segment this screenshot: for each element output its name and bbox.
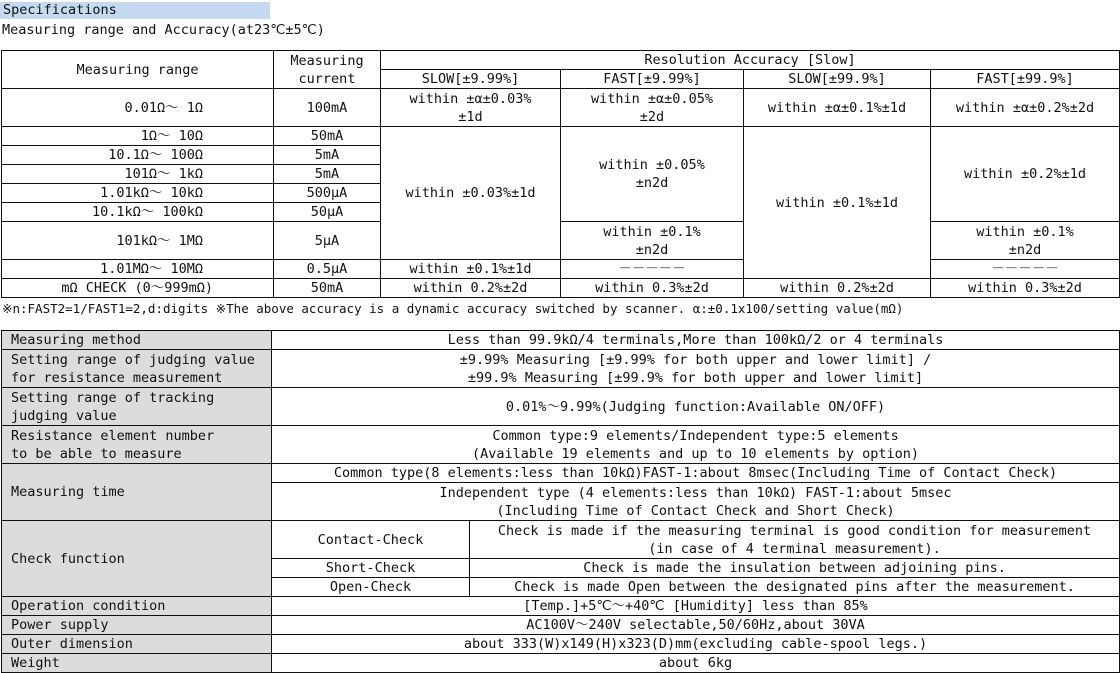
spec-value: Less than 99.9kΩ/4 terminals,More than 100kΩ/2 or 4 terminals (272, 331, 1120, 350)
col-header-group: Resolution Accuracy [Slow] (381, 51, 1120, 70)
accuracy-cell: within ±α±0.05% ±2d (561, 89, 744, 127)
accuracy-cell: within ±0.1%±1d (381, 260, 561, 279)
accuracy-cell: within ±α±0.1%±1d (744, 89, 931, 127)
current-cell: 50mA (274, 127, 381, 146)
current-cell: 50μA (274, 203, 381, 222)
spec-value: Common type:9 elements/Independent type:5 elements (Available 19 elements and up to 10 elements by option) (272, 426, 1120, 464)
accuracy-cell: within ±α±0.2%±2d (931, 89, 1120, 127)
check-name: Short-Check (272, 559, 470, 578)
spec-label: Setting range of judging value for resistance measurement (2, 350, 272, 388)
range-cell: mΩ CHECK (0～999mΩ) (2, 279, 274, 298)
accuracy-cell: －－－－－ (561, 260, 744, 279)
subcol-fast-9.99: FAST[±9.99%] (561, 70, 744, 89)
current-cell: 500μA (274, 184, 381, 203)
spec-value: Independent type (4 elements:less than 10kΩ) FAST-1:about 5msec (Including Time of Contact Check and Short Check) (272, 483, 1120, 521)
accuracy-cell: within 0.2%±2d (744, 279, 931, 298)
spec-value: [Temp.]+5℃～+40℃ [Humidity] less than 85% (272, 597, 1120, 616)
spec-label: Resistance element number to be able to measure (2, 426, 272, 464)
spec-label: Setting range of tracking judging value (2, 388, 272, 426)
range-cell: 10.1Ω～ 100Ω (2, 146, 274, 165)
subcol-slow-99.9: SLOW[±99.9%] (744, 70, 931, 89)
current-cell: 0.5μA (274, 260, 381, 279)
range-cell: 101kΩ～ 1MΩ (2, 222, 274, 260)
spec-label: Power supply (2, 616, 272, 635)
current-cell: 5mA (274, 146, 381, 165)
range-cell: 0.01Ω～ 1Ω (2, 89, 274, 127)
range-cell: 1Ω～ 10Ω (2, 127, 274, 146)
spec-value: Check is made if the measuring terminal is good condition for measurement (in case of 4 terminal measurement). (470, 521, 1120, 559)
subcol-fast-99.9: FAST[±99.9%] (931, 70, 1120, 89)
accuracy-cell: within ±0.1%±1d (744, 127, 931, 279)
spec-value: about 6kg (272, 654, 1120, 673)
range-cell: 10.1kΩ～ 100kΩ (2, 203, 274, 222)
current-cell: 50mA (274, 279, 381, 298)
spec-label: Check function (2, 521, 272, 597)
spec-table (1, 330, 1120, 673)
spec-value: AC100V～240V selectable,50/60Hz,about 30VA (272, 616, 1120, 635)
spec-label: Measuring method (2, 331, 272, 350)
spec-value: 0.01%～9.99%(Judging function:Available ON/OFF) (272, 388, 1120, 426)
footnote: ※n:FAST2=1/FAST1=2,d:digits ※The above accuracy is a dynamic accuracy switched by scanner. α:±0.1x100/setting value(mΩ) (2, 301, 904, 316)
col-header-range: Measuring range (2, 51, 274, 89)
subheading: Measuring range and Accuracy(at23℃±5℃) (2, 22, 325, 38)
spec-label: Measuring time (2, 464, 272, 521)
range-cell: 1.01MΩ～ 10MΩ (2, 260, 274, 279)
accuracy-cell: within 0.3%±2d (561, 279, 744, 298)
check-name: Contact-Check (272, 521, 470, 559)
spec-label: Outer dimension (2, 635, 272, 654)
accuracy-cell: within 0.3%±2d (931, 279, 1120, 298)
accuracy-cell: within ±0.05% ±n2d (561, 127, 744, 222)
subcol-slow-9.99: SLOW[±9.99%] (381, 70, 561, 89)
spec-value: Check is made the insulation between adjoining pins. (470, 559, 1120, 578)
accuracy-cell: within ±0.1% ±n2d (931, 222, 1120, 260)
accuracy-cell: －－－－－ (931, 260, 1120, 279)
accuracy-cell: within ±0.2%±1d (931, 127, 1120, 222)
accuracy-cell: within ±0.03%±1d (381, 127, 561, 260)
spec-label: Operation condition (2, 597, 272, 616)
spec-label: Weight (2, 654, 272, 673)
accuracy-cell: within ±α±0.03% ±1d (381, 89, 561, 127)
col-header-current: Measuring current (274, 51, 381, 89)
range-cell: 101Ω～ 1kΩ (2, 165, 274, 184)
current-cell: 100mA (274, 89, 381, 127)
spec-value: ±9.99% Measuring [±9.99% for both upper and lower limit] / ±99.9% Measuring [±99.9% for both upper and lower limit] (272, 350, 1120, 388)
spec-value: about 333(W)x149(H)x323(D)mm(excluding cable-spool legs.) (272, 635, 1120, 654)
check-name: Open-Check (272, 578, 470, 597)
section-heading: Specifications (0, 2, 270, 19)
current-cell: 5μA (274, 222, 381, 260)
current-cell: 5mA (274, 165, 381, 184)
accuracy-cell: within ±0.1% ±n2d (561, 222, 744, 260)
accuracy-table (1, 50, 1120, 298)
range-cell: 1.01kΩ～ 10kΩ (2, 184, 274, 203)
spec-value: Common type(8 elements:less than 10kΩ)FAST-1:about 8msec(Including Time of Contact Check) (272, 464, 1120, 483)
spec-value: Check is made Open between the designated pins after the measurement. (470, 578, 1120, 597)
accuracy-cell: within 0.2%±2d (381, 279, 561, 298)
